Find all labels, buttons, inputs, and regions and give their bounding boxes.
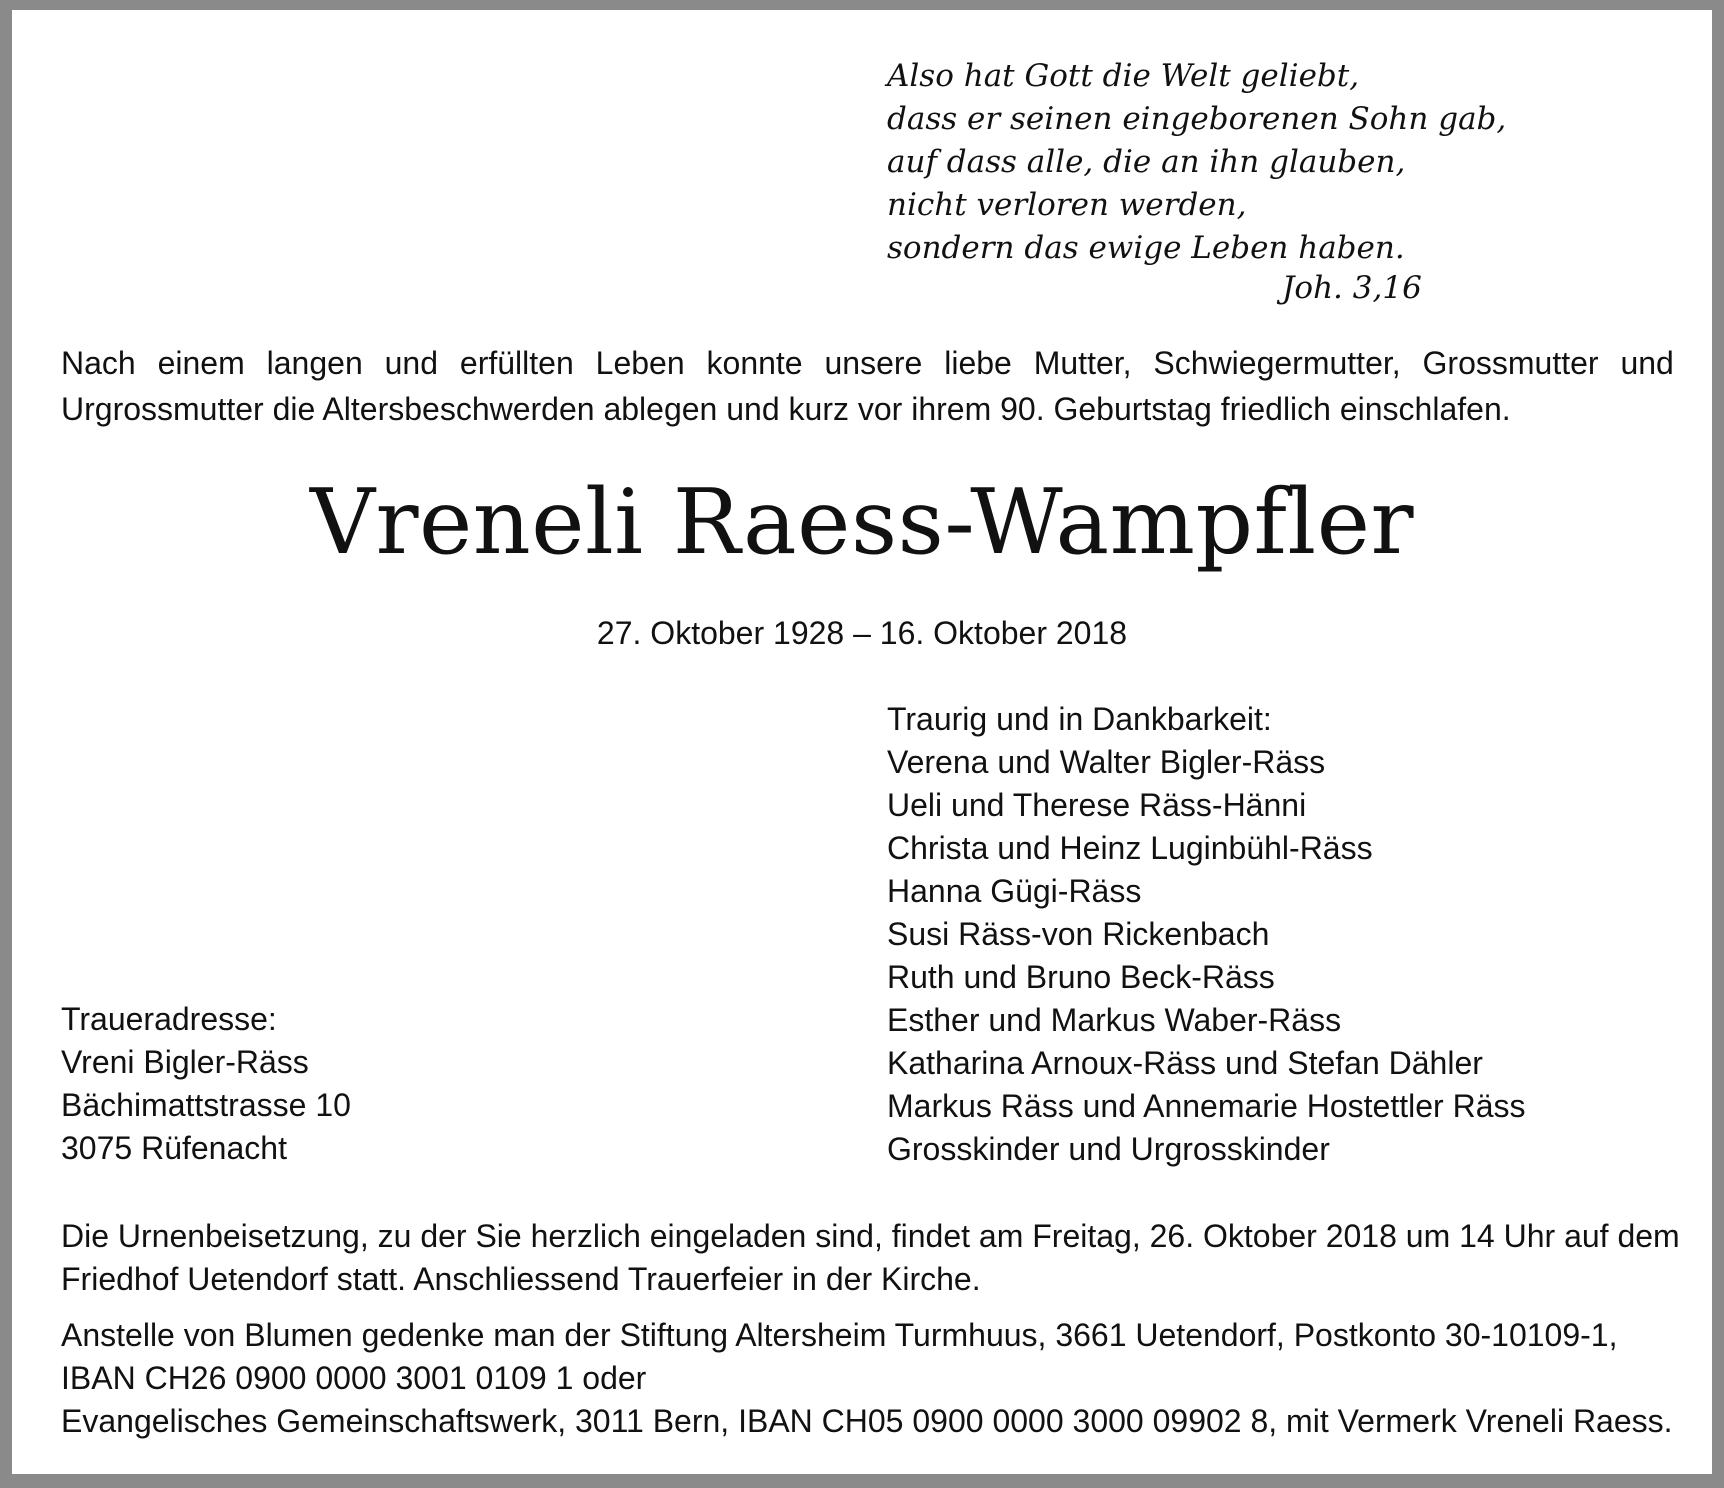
mourner-name: Markus Räss und Annemarie Hostettler Räss <box>887 1088 1526 1124</box>
intro-word: Schwiegermutter, <box>1153 345 1401 381</box>
intro-word: konnte <box>706 345 803 381</box>
address-label: Traueradresse: <box>61 1001 277 1037</box>
bible-verse <box>887 55 1506 270</box>
intro-word: liebe <box>944 345 1012 381</box>
verse-reference: Joh. 3,16 <box>1282 270 1422 306</box>
mourner-name: Susi Räss-von Rickenbach <box>887 916 1270 952</box>
obituary-page <box>12 10 1712 1474</box>
ceremony-line-2: Friedhof Uetendorf statt. Anschliessend Trauerfeier in der Kirche. <box>61 1261 981 1297</box>
address-city: 3075 Rüfenacht <box>61 1130 287 1166</box>
mourning-address <box>61 998 351 1170</box>
intro-word: unsere <box>824 345 923 381</box>
mourners-list <box>887 698 1525 1171</box>
life-dates: 27. Oktober 1928 – 16. Oktober 2018 <box>596 615 1128 651</box>
intro-word: Nach <box>61 345 136 381</box>
intro-word: Leben <box>595 345 685 381</box>
mourner-name: Grosskinder und Urgrosskinder <box>887 1131 1330 1167</box>
verse-line: nicht verloren werden, <box>887 187 1247 223</box>
intro-word: Grossmutter <box>1422 345 1599 381</box>
donation-line-1: Anstelle von Blumen gedenke man der Stiftung Altersheim Turmhuus, 3661 Uetendorf, Postkonto 30-10109-1, <box>61 1317 1618 1353</box>
verse-line: auf dass alle, die an ihn glauben, <box>887 144 1406 180</box>
intro-word: und <box>384 345 439 381</box>
mourners-heading: Traurig und in Dankbarkeit: <box>887 701 1272 737</box>
address-name: Vreni Bigler-Räss <box>61 1044 309 1080</box>
mourner-name: Katharina Arnoux-Räss und Stefan Dähler <box>887 1045 1483 1081</box>
intro-word: erfüllten <box>459 345 574 381</box>
ceremony-line-1: Die Urnenbeisetzung, zu der Sie herzlich eingeladen sind, findet am Freitag, 26. Oktober 2018 um 14 Uhr auf dem <box>61 1218 1680 1254</box>
verse-line: dass er seinen eingeborenen Sohn gab, <box>887 101 1507 137</box>
mourner-name: Ueli und Therese Räss-Hänni <box>887 787 1307 823</box>
mourner-name: Christa und Heinz Luginbühl-Räss <box>887 830 1373 866</box>
intro-line-1 <box>61 345 1674 382</box>
mourner-name: Hanna Gügi-Räss <box>887 873 1142 909</box>
address-street: Bächimattstrasse 10 <box>61 1087 351 1123</box>
intro-line-2: Urgrossmutter die Altersbeschwerden ablegen und kurz vor ihrem 90. Geburtstag friedlich einschlafen. <box>61 391 1511 427</box>
donation-line-3: Evangelisches Gemeinschaftswerk, 3011 Bern, IBAN CH05 0900 0000 3000 09902 8, mit Vermerk Vreneli Raess. <box>61 1403 1673 1439</box>
intro-word: und <box>1620 345 1674 381</box>
donation-line-2: IBAN CH26 0900 0000 3001 0109 1 oder <box>61 1360 647 1396</box>
deceased-name: Vreneli Raess-Wampfler <box>310 470 1414 575</box>
mourner-name: Ruth und Bruno Beck-Räss <box>887 959 1275 995</box>
intro-word: Mutter, <box>1033 345 1132 381</box>
intro-word: langen <box>266 345 363 381</box>
intro-word: einem <box>157 345 245 381</box>
mourner-name: Verena und Walter Bigler-Räss <box>887 744 1326 780</box>
mourner-name: Esther und Markus Waber-Räss <box>887 1002 1342 1038</box>
verse-line: sondern das ewige Leben haben. <box>887 230 1405 266</box>
verse-line: Also hat Gott die Welt geliebt, <box>887 58 1360 94</box>
